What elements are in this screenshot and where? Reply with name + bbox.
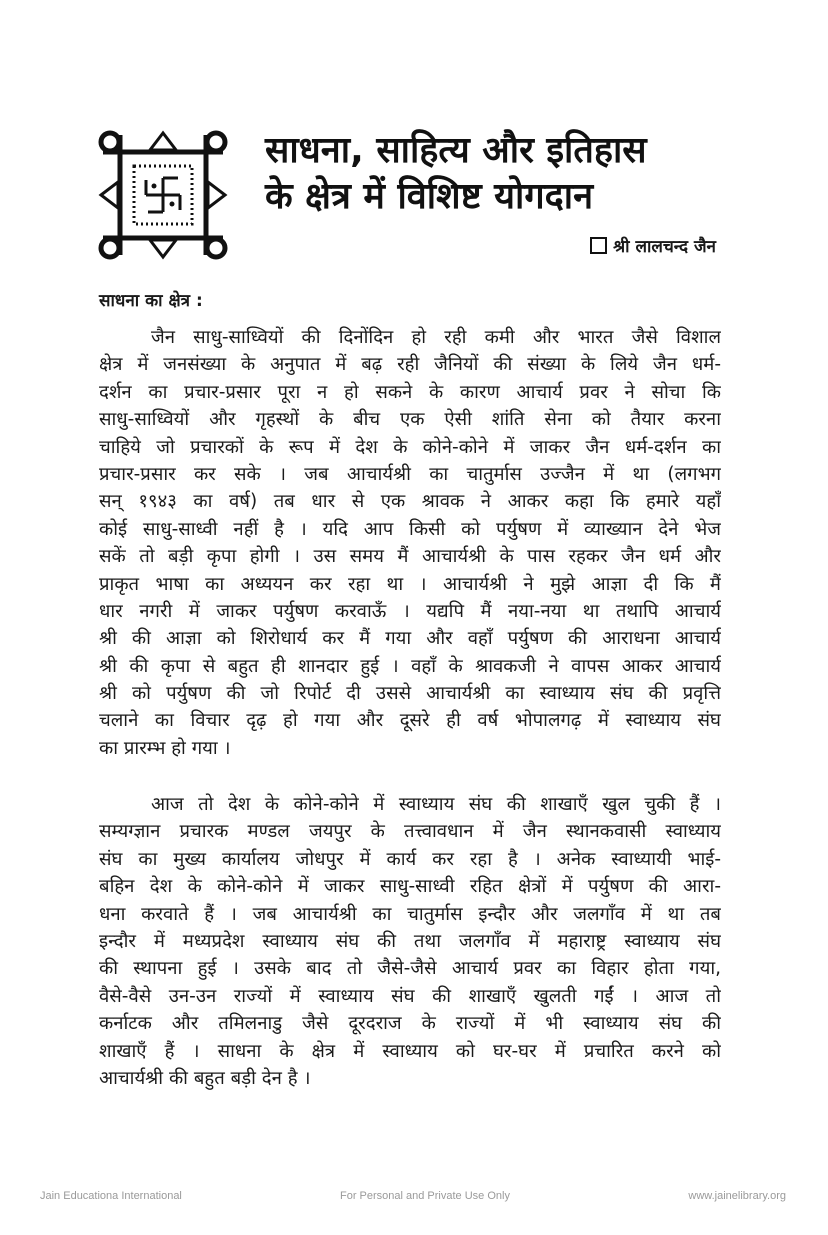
text-line: की स्थापना हुई । उसके बाद तो जैसे-जैसे आचार्य प्रवर का विहार होता गया, — [99, 958, 721, 980]
paragraph-1 — [99, 324, 721, 762]
text-line: धार नगरी में जाकर पर्युषण करवाऊँ । यद्यपि मैं नया-नया था तथापि आचार्य — [99, 600, 721, 622]
square-bullet-icon — [590, 237, 607, 254]
text-line: सम्यग्ज्ञान प्रचारक मण्डल जयपुर के तत्त्वावधान में जैन स्थानकवासी स्वाध्याय — [99, 821, 721, 843]
text-line: वैसे-वैसे उन-उन राज्यों में स्वाध्याय संघ की शाखाएँ खुलती गईं । आज तो — [99, 985, 721, 1007]
text-line: श्री की आज्ञा को शिरोधार्य कर मैं गया और वहाँ पर्युषण की आराधना आचार्य — [99, 628, 721, 650]
text-line: आज तो देश के कोने-कोने में स्वाध्याय संघ की शाखाएँ खुल चुकी हैं । — [151, 794, 721, 815]
section-heading: साधना का क्षेत्र : — [99, 291, 203, 311]
text-line: कर्नाटक और तमिलनाडु जैसे दूरदराज के राज्यों में भी स्वाध्याय संघ की — [99, 1013, 721, 1035]
footer-left: Jain Educationa International — [40, 1190, 182, 1202]
paragraph-2 — [99, 791, 721, 1092]
text-line: का प्रारम्भ हो गया । — [99, 737, 231, 759]
swastika-ornament-logo — [98, 130, 228, 260]
text-line: दर्शन का प्रचार-प्रसार पूरा न हो सकने के कारण आचार्य प्रवर ने सोचा कि — [99, 381, 721, 403]
footer-right-link[interactable]: www.jainelibrary.org — [688, 1190, 786, 1202]
text-line: शाखाएँ हैं । साधना के क्षेत्र में स्वाध्याय को घर-घर में प्रचारित करने को — [99, 1040, 721, 1062]
title-line-1: साधना, साहित्य और इतिहास — [265, 130, 647, 171]
text-line: संघ का मुख्य कार्यालय जोधपुर में कार्य कर रहा है । अनेक स्वाध्यायी भाई- — [99, 848, 721, 870]
text-line: बहिन देश के कोने-कोने में जाकर साधु-साध्वी रहित क्षेत्रों में पर्युषण की आरा- — [99, 876, 721, 898]
text-line: धना करवाते हैं । जब आचार्यश्री का चातुर्मास इन्दौर और जलगाँव में था तब — [99, 903, 721, 925]
text-line: चलाने का विचार दृढ़ हो गया और दूसरे ही वर्ष भोपालगढ़ में स्वाध्याय संघ — [99, 710, 721, 732]
text-line: जैन साधु-साध्वियों की दिनोंदिन हो रही कमी और भारत जैसे विशाल — [151, 327, 721, 348]
author-byline — [590, 234, 716, 257]
text-line: कोई साधु-साध्वी नहीं है । यदि आप किसी को पर्युषण में व्याख्यान देने भेज — [99, 518, 721, 540]
text-line: साधु-साध्वियों और गृहस्थों के बीच एक ऐसी शांति सेना को तैयार करना — [99, 409, 721, 431]
text-line: आचार्यश्री की बहुत बड़ी देन है । — [99, 1067, 311, 1089]
text-line: श्री को पर्युषण की जो रिपोर्ट दी उससे आचार्यश्री का स्वाध्याय संघ की प्रवृत्ति — [99, 683, 721, 705]
author-name: श्री लालचन्द जैन — [613, 237, 716, 257]
text-line: श्री की कृपा से बहुत ही शानदार हुई । वहाँ के श्रावकजी ने वापस आकर आचार्य — [99, 655, 721, 677]
text-line: सन् १९४३ का वर्ष) तब धार से एक श्रावक ने आकर कहा कि हमारे यहाँ — [99, 491, 721, 513]
text-line: चाहिये जो प्रचारकों के रूप में देश के कोने-कोने में जाकर जैन धर्म-दर्शन का — [99, 436, 721, 458]
text-line: इन्दौर में मध्यप्रदेश स्वाध्याय संघ की तथा जलगाँव में महाराष्ट्र स्वाध्याय संघ — [99, 930, 721, 952]
text-line: सकें तो बड़ी कृपा होगी । उस समय मैं आचार्यश्री के पास रहकर जैन धर्म और — [99, 546, 721, 568]
text-line: प्रचार-प्रसार कर सके । जब आचार्यश्री का चातुर्मास उज्जैन में था (लगभग — [99, 463, 721, 485]
title-line-2: के क्षेत्र में विशिष्ट योगदान — [265, 176, 594, 217]
footer-center: For Personal and Private Use Only — [340, 1190, 510, 1202]
article-title — [265, 128, 647, 220]
text-line: क्षेत्र में जनसंख्या के अनुपात में बढ़ रही जैनियों की संख्या के लिये जैन धर्म- — [99, 354, 721, 376]
text-line: प्राकृत भाषा का अध्ययन कर रहा था । आचार्यश्री ने मुझे आज्ञा दी कि मैं — [99, 573, 721, 595]
